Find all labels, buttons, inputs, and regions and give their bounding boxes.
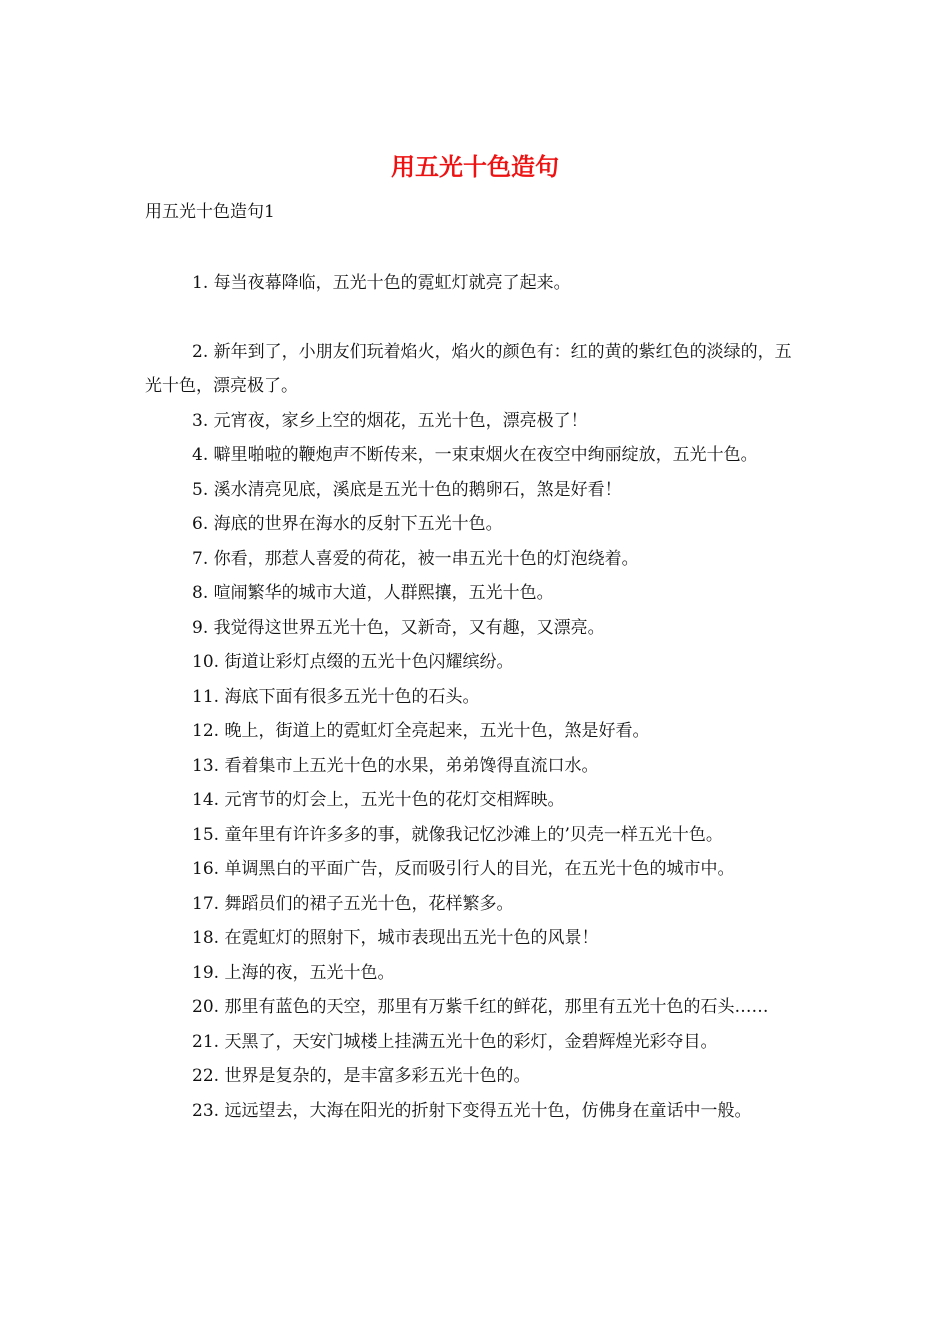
sentence-list	[145, 266, 805, 1128]
sentence-item: 3. 元宵夜，家乡上空的烟花，五光十色，漂亮极了！	[192, 410, 588, 431]
sentence-item: 14. 元宵节的灯会上，五光十色的花灯交相辉映。	[192, 790, 565, 810]
sentence-item: 6. 海底的世界在海水的反射下五光十色。	[192, 514, 503, 534]
sentence-item: 10. 街道让彩灯点缀的五光十色闪耀缤纷。	[192, 652, 514, 672]
sentence-item: 7. 你看，那惹人喜爱的荷花，被一串五光十色的灯泡绕着。	[192, 548, 639, 569]
sentence-item: 16. 单调黑白的平面广告，反而吸引行人的目光，在五光十色的城市中。	[192, 859, 735, 879]
sentence-item: 8. 喧闹繁华的城市大道，人群熙攘，五光十色。	[192, 583, 554, 603]
sentence-item: 17. 舞蹈员们的裙子五光十色，花样繁多。	[192, 893, 514, 914]
sentence-item: 2. 新年到了，小朋友们玩着焰火，焰火的颜色有：红的黄的紫红色的淡绿的，五光十色，漂亮极了。	[145, 341, 792, 396]
sentence-item: 1. 每当夜幕降临，五光十色的霓虹灯就亮了起来。	[192, 273, 571, 293]
sentence-item: 5. 溪水清亮见底，溪底是五光十色的鹅卵石，煞是好看！	[192, 479, 622, 500]
document-subtitle: 用五光十色造句1	[145, 202, 275, 222]
document-title: 用五光十色造句	[391, 152, 559, 181]
sentence-item: 4. 噼里啪啦的鞭炮声不断传来，一束束烟火在夜空中绚丽绽放，五光十色。	[192, 445, 758, 465]
sentence-item: 13. 看着集市上五光十色的水果，弟弟馋得直流口水。	[192, 755, 599, 776]
sentence-item: 22. 世界是复杂的，是丰富多彩五光十色的。	[192, 1066, 531, 1086]
sentence-item: 23. 远远望去，大海在阳光的折射下变得五光十色，仿佛身在童话中一般。	[192, 1100, 752, 1121]
sentence-item: 11. 海底下面有很多五光十色的石头。	[192, 686, 480, 707]
sentence-item: 9. 我觉得这世界五光十色，又新奇，又有趣，又漂亮。	[192, 617, 605, 638]
sentence-item: 19. 上海的夜，五光十色。	[192, 962, 395, 983]
sentence-item: 12. 晚上，街道上的霓虹灯全亮起来，五光十色，煞是好看。	[192, 721, 650, 741]
sentence-item: 18. 在霓虹灯的照射下，城市表现出五光十色的风景！	[192, 928, 599, 948]
sentence-item: 15. 童年里有许许多多的事，就像我记忆沙滩上的’贝壳一样五光十色。	[192, 824, 723, 845]
sentence-item: 20. 那里有蓝色的天空，那里有万紫千红的鲜花，那里有五光十色的石头……	[192, 997, 769, 1017]
sentence-item: 21. 天黑了，天安门城楼上挂满五光十色的彩灯，金碧辉煌光彩夺目。	[192, 1031, 718, 1052]
